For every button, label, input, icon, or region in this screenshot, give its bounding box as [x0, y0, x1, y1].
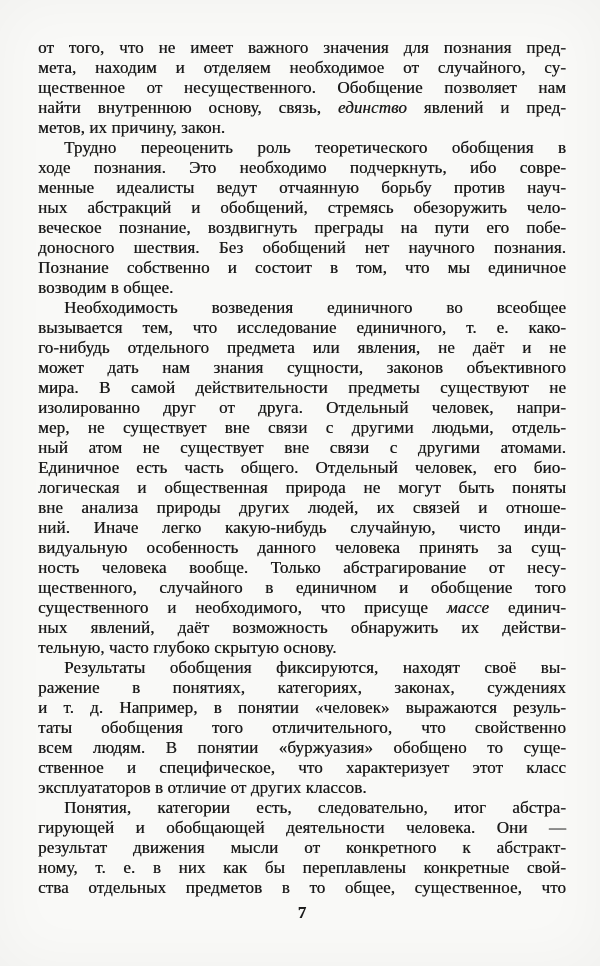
paragraph [38, 138, 566, 298]
text-line: всем людям. В понятии «буржуазия» обобщено то суще- [38, 738, 566, 757]
text-line: Результаты обобщения фиксируются, находят своё вы- [64, 658, 566, 677]
text-line: от того, что не имеет важного значения для познания пред- [38, 38, 566, 57]
text-line: Необходимость возведения единичного во всеобщее [64, 298, 566, 317]
paragraph [38, 798, 566, 898]
text-line: ный атом не существует вне связи с другими атомами. [38, 438, 566, 457]
text-line: Единичное есть часть общего. Отдельный человек, его био- [38, 458, 566, 477]
text-line: ражение в понятиях, категориях, законах, суждениях [38, 678, 566, 697]
text-line: существенного и необходимого, что присуще массе единич- [38, 598, 567, 617]
text-line: вне анализа природы других людей, их связей и отноше- [38, 498, 566, 517]
text-line: Понятия, категории есть, следовательно, итог абстра- [64, 798, 566, 817]
text-line: ных абстракций и обобщений, стремясь обезоружить чело- [38, 198, 566, 217]
text-line: го-нибудь отдельного предмета или явления, не даёт и не [38, 338, 566, 357]
paragraph [38, 38, 566, 138]
text-line: Трудно переоценить роль теоретического обобщения в [64, 138, 566, 157]
text-line: вызывается тем, что исследование единичного, т. е. како- [38, 318, 566, 337]
text-line: эксплуататоров в отличие от других классов. [38, 778, 367, 797]
text-line: изолированно друг от друга. Отдельный человек, напри- [38, 398, 566, 417]
text-line: щественного, случайного в единичном и обобщение того [38, 578, 566, 597]
text-line: веческое познание, воздвигнуть преграды на пути его побе- [38, 218, 566, 237]
paragraph [38, 298, 566, 658]
text-line: таты обобщения того отличительного, что свойственно [38, 718, 566, 737]
text-line: мер, не существует вне связи с другими людьми, отдель- [38, 418, 566, 437]
text-line: Познание собственно и состоит в том, что мы единичное [38, 258, 566, 277]
text-line: и т. д. Например, в понятии «человек» выражаются резуль- [38, 698, 566, 717]
text-line: ность человека вообще. Только абстрагирование от несу- [38, 558, 566, 577]
text-line: видуальную особенность данного человека принять за сущ- [38, 538, 566, 557]
text-line: ному, т. е. в них как бы переплавлены конкретные свой- [38, 858, 566, 877]
text-line: гирующей и обобщающей деятельности человека. Они — [38, 818, 566, 837]
text-line: мета, находим и отделяем необходимое от случайного, су- [38, 58, 566, 77]
page-number: 7 [297, 903, 307, 922]
text-line: мира. В самой действительности предметы существуют не [38, 378, 566, 397]
text-line: менные идеалисты ведут отчаянную борьбу против науч- [38, 178, 566, 197]
text-block [38, 38, 566, 898]
text-line: ства отдельных предметов в то общее, существенное, что [38, 878, 566, 897]
text-line: доносного шествия. Без обобщений нет научного познания. [38, 238, 566, 257]
text-line: ний. Иначе легко какую-нибудь случайную, чисто инди- [38, 518, 566, 537]
text-line: ственное и специфическое, что характеризует этот класс [38, 758, 566, 777]
text-line: ходе познания. Это необходимо подчеркнуть, ибо совре- [38, 158, 566, 177]
text-line: может дать нам знания сущности, законов объективного [38, 358, 566, 377]
text-line: ных явлений, даёт возможность обнаружить их действи- [38, 618, 566, 637]
text-line: результат движения мысли от конкретного к абстракт- [38, 838, 566, 857]
paragraph [38, 658, 566, 798]
text-line: тельную, часто глубоко скрытую основу. [38, 638, 337, 657]
text-line: логическая и общественная природа не могут быть поняты [38, 478, 566, 497]
text-line: щественное от несущественного. Обобщение позволяет нам [38, 78, 566, 97]
text-line: возводим в общее. [38, 278, 174, 297]
text-line: метов, их причину, закон. [38, 118, 226, 137]
text-line: найти внутреннюю основу, связь, единство явлений и пред- [38, 98, 566, 117]
